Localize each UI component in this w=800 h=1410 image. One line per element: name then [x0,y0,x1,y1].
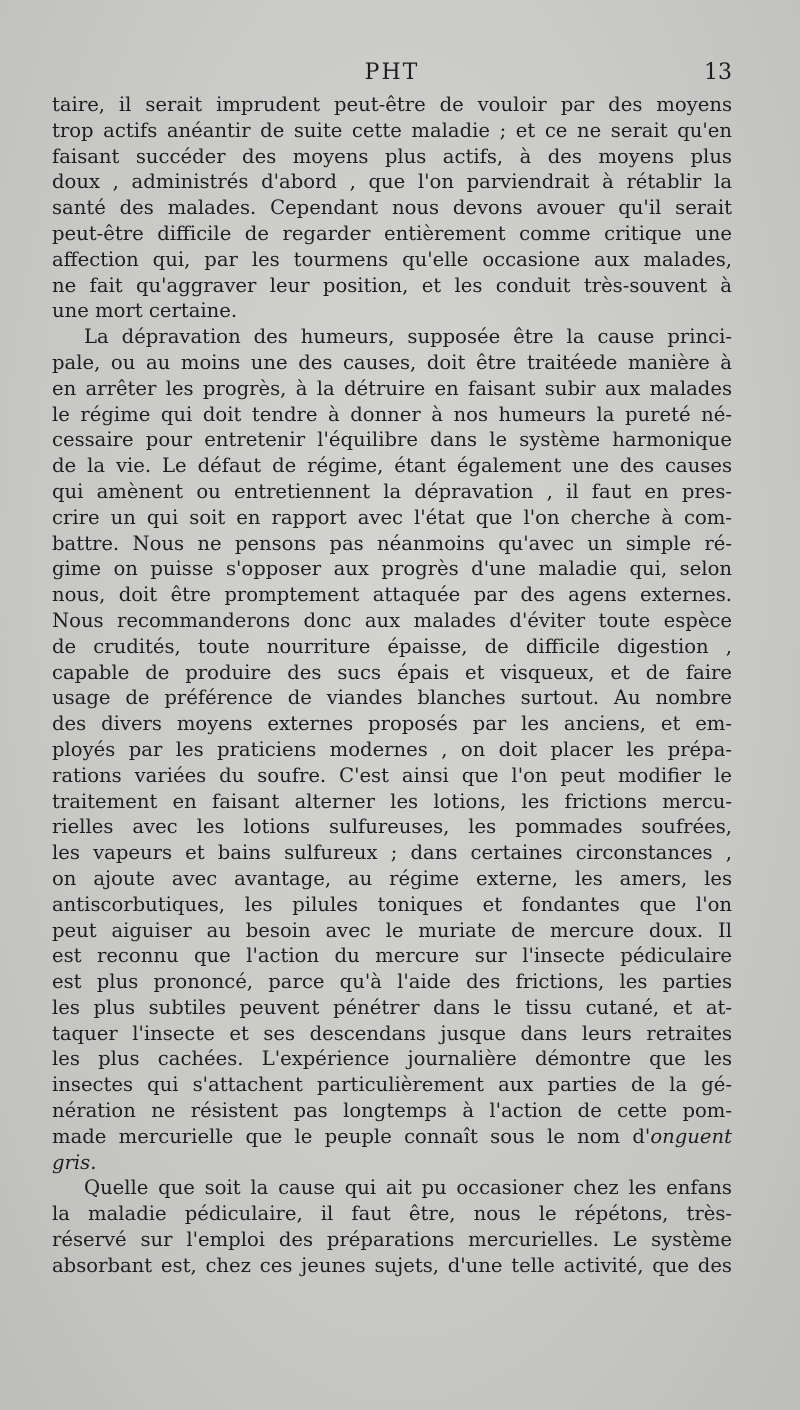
text-line: doux , administrés d'abord , que l'on parviendrait à rétablir la [52,170,732,194]
text-line: capable de produire des sucs épais et visqueux, et de faire [52,660,732,684]
italic-term-end: gris. [52,1150,97,1174]
text-line: taire, il serait imprudent peut-être de vouloir par des moyens [52,93,732,116]
text-line: en arrêter les progrès, à la détruire en faisant subir aux malades [52,376,732,400]
italic-term: onguent [650,1124,732,1148]
text-line: faisant succéder des moyens plus actifs, à des moyens plus [52,144,732,168]
text-line: est plus prononcé, parce qu'à l'aide des frictions, les parties [52,970,732,994]
text-line: gime on puisse s'opposer aux progrès d'une maladie qui, selon [52,557,732,581]
body-text [52,92,732,1279]
text-line: des divers moyens externes proposés par les anciens, et em- [52,712,732,736]
text-line: absorbant est, chez ces jeunes sujets, d'une telle activité, que des [52,1253,732,1277]
text-line: peut aiguiser au besoin avec le muriate de mercure doux. Il [52,918,732,942]
paragraph-start-line: La dépravation des humeurs, supposée être la cause princi- [84,325,732,349]
text-line: nération ne résistent pas longtemps à l'action de cette pom- [52,1099,732,1123]
text-line: la maladie pédiculaire, il faut être, nous le répétons, très- [52,1202,732,1226]
text-line: insectes qui s'attachent particulièrement aux parties de la gé- [52,1073,732,1097]
text-line: les plus subtiles peuvent pénétrer dans le tissu cutané, et at- [52,995,732,1019]
paragraph-start-line: Quelle que soit la cause qui ait pu occasioner chez les enfans [84,1176,732,1200]
text-line [52,1150,732,1176]
text-line: le régime qui doit tendre à donner à nos humeurs la pureté né- [52,402,732,426]
text-line: ployés par les praticiens modernes , on doit placer les prépa- [52,737,732,761]
text-line: on ajoute avec avantage, au régime externe, les amers, les [52,866,732,890]
running-head [52,60,732,90]
text-line: est reconnu que l'action du mercure sur l'insecte pédiculaire [52,944,732,968]
text-line: pale, ou au moins une des causes, doit être traitéede manière à [52,350,732,374]
text-line: affection qui, par les tourmens qu'elle occasione aux malades, [52,247,732,271]
text-line: santé des malades. Cependant nous devons avouer qu'il serait [52,196,732,220]
text-span: made mercurielle que le peuple connaît sous le nom d' [52,1124,651,1148]
text-line: cessaire pour entretenir l'équilibre dans le système harmonique [52,428,732,452]
text-line: Nous recommanderons donc aux malades d'éviter toute espèce [52,608,732,632]
text-line: une mort certaine. [52,299,238,323]
text-line: usage de préférence de viandes blanches surtout. Au nombre [52,686,732,710]
text-line: trop actifs anéantir de suite cette maladie ; et ce ne serait qu'en [52,118,732,142]
text-line: crire un qui soit en rapport avec l'état que l'on cherche à com- [52,505,732,529]
text-line: de crudités, toute nourriture épaisse, de difficile digestion , [52,634,732,658]
text-line: qui amènent ou entretiennent la dépravation , il faut en pres- [52,479,732,503]
text-line: réservé sur l'emploi des préparations mercurielles. Le système [52,1228,732,1252]
text-line: les vapeurs et bains sulfureux ; dans certaines circonstances , [52,841,732,865]
text-line: les plus cachées. L'expérience journalière démontre que les [52,1047,732,1071]
text-line: de la vie. Le défaut de régime, étant également une des causes [52,454,732,478]
text-line-with-italic [52,1124,732,1150]
text-line: rations variées du soufre. C'est ainsi que l'on peut modifier le [52,763,732,787]
text-line: traitement en faisant alterner les lotions, les frictions mercu- [52,789,732,813]
text-line: rielles avec les lotions sulfureuses, les pommades soufrées, [52,815,732,839]
text-line: nous, doit être promptement attaquée par des agens externes. [52,583,732,607]
text-line: ne fait qu'aggraver leur position, et les conduit très-souvent à [52,273,732,297]
text-line: taquer l'insecte et ses descendans jusque dans leurs retraites [52,1021,732,1045]
text-line: peut-être difficile de regarder entièrement comme critique une [52,221,732,245]
page-number: 13 [704,60,732,85]
running-title: PHT [364,60,420,85]
text-line: antiscorbutiques, les pilules toniques et fondantes que l'on [52,892,732,916]
text-line: battre. Nous ne pensons pas néanmoins qu'avec un simple ré- [52,531,732,555]
